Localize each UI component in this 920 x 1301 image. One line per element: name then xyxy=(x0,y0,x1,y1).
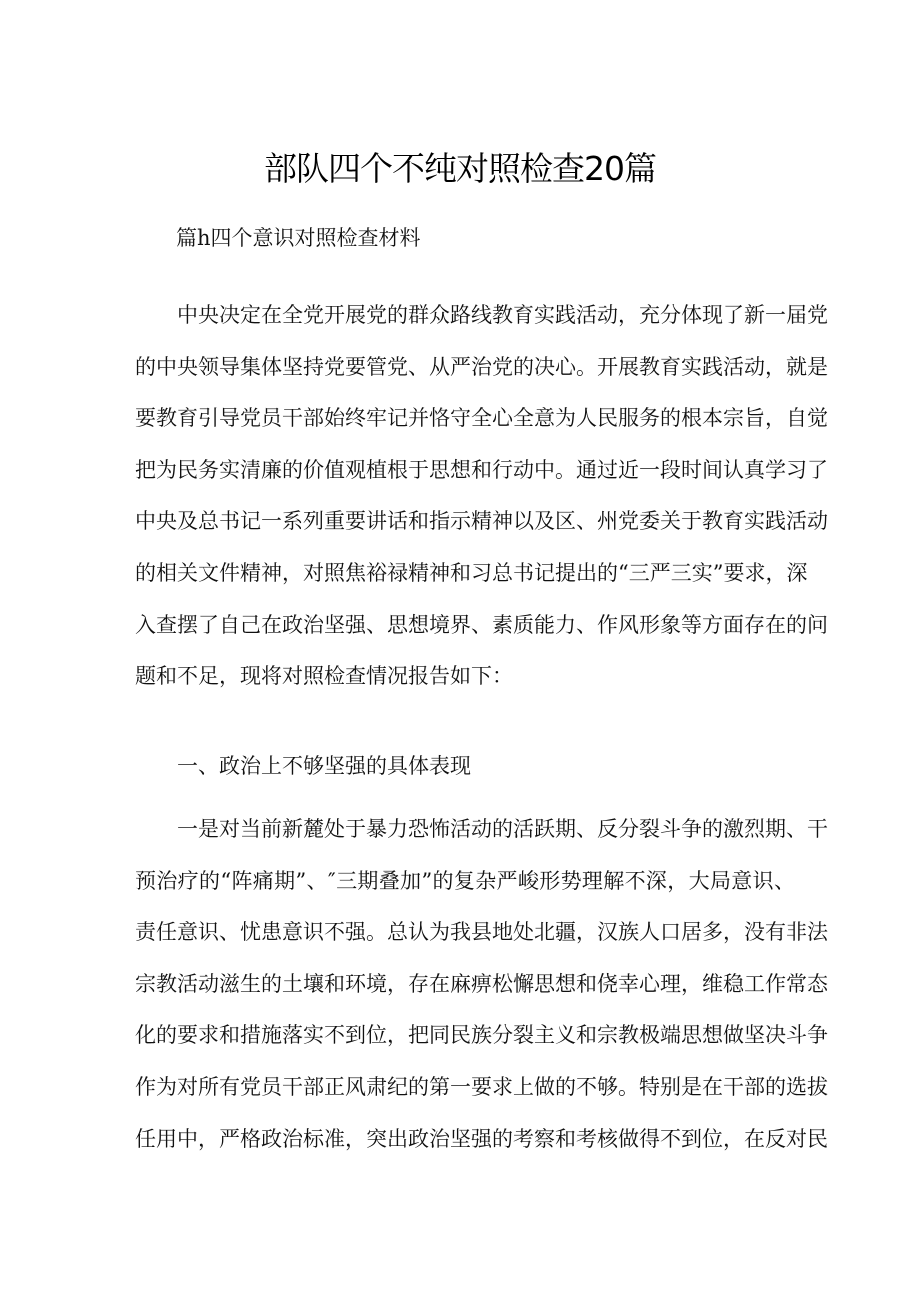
paragraph-line: 要教育引导党员干部始终牢记并恪守全心全意为人民服务的根本宗旨，自觉 xyxy=(135,406,828,431)
paragraph-line: 把为民务实清廉的价值观植根于思想和行动中。通过近一段时间认真学习了 xyxy=(135,457,828,482)
document-title: 部队四个不纯对照检查20篇 xyxy=(264,149,656,188)
paragraph-line: 任用中，严格政治标准，突出政治坚强的考察和考核做得不到位，在反对民 xyxy=(135,1126,828,1151)
paragraph-line: 入查摆了自己在政治坚强、思想境界、素质能力、作风形象等方面存在的问 xyxy=(135,612,828,637)
paragraph-line: 责任意识、忧患意识不强。总认为我县地处北疆，汉族人口居多，没有非法 xyxy=(135,920,828,945)
paragraph-line: 一是对当前新麓处于暴力恐怖活动的活跃期、反分裂斗争的激烈期、干 xyxy=(177,817,828,841)
paragraph-line: 中央及总书记一系列重要讲话和指示精神以及区、州党委关于教育实践活动 xyxy=(135,509,828,534)
paragraph-line: 的相关文件精神，对照焦裕禄精神和习总书记提出的“三严三实”要求，深 xyxy=(135,560,808,585)
section-heading: 一、政治上不够坚强的具体表现 xyxy=(177,754,471,778)
document-subtitle: 篇h四个意识对照检查材料 xyxy=(176,226,421,250)
paragraph-line: 化的要求和措施落实不到位，把同民族分裂主义和宗教极端思想做坚决斗争 xyxy=(135,1023,828,1048)
paragraph-line: 预治疗的“阵痛期”、″三期叠加”的复杂严峻形势理解不深，大局意识、 xyxy=(135,868,795,893)
paragraph-line: 作为对所有党员干部正风肃纪的第一要求上做的不够。特别是在干部的选拔 xyxy=(135,1074,828,1099)
paragraph-intro xyxy=(135,290,828,703)
paragraph-line: 的中央领导集体坚持党要管党、从严治党的决心。开展教育实践活动，就是 xyxy=(135,354,828,379)
paragraph-section-one xyxy=(135,804,828,1165)
paragraph-line: 宗教活动滋生的土壤和环境，存在麻痹松懈思想和侥幸心理，维稳工作常态 xyxy=(135,971,828,996)
paragraph-line: 题和不足，现将对照检查情况报告如下： xyxy=(135,664,513,689)
paragraph-line: 中央决定在全党开展党的群众路线教育实践活动，充分体现了新一届党 xyxy=(177,303,828,327)
